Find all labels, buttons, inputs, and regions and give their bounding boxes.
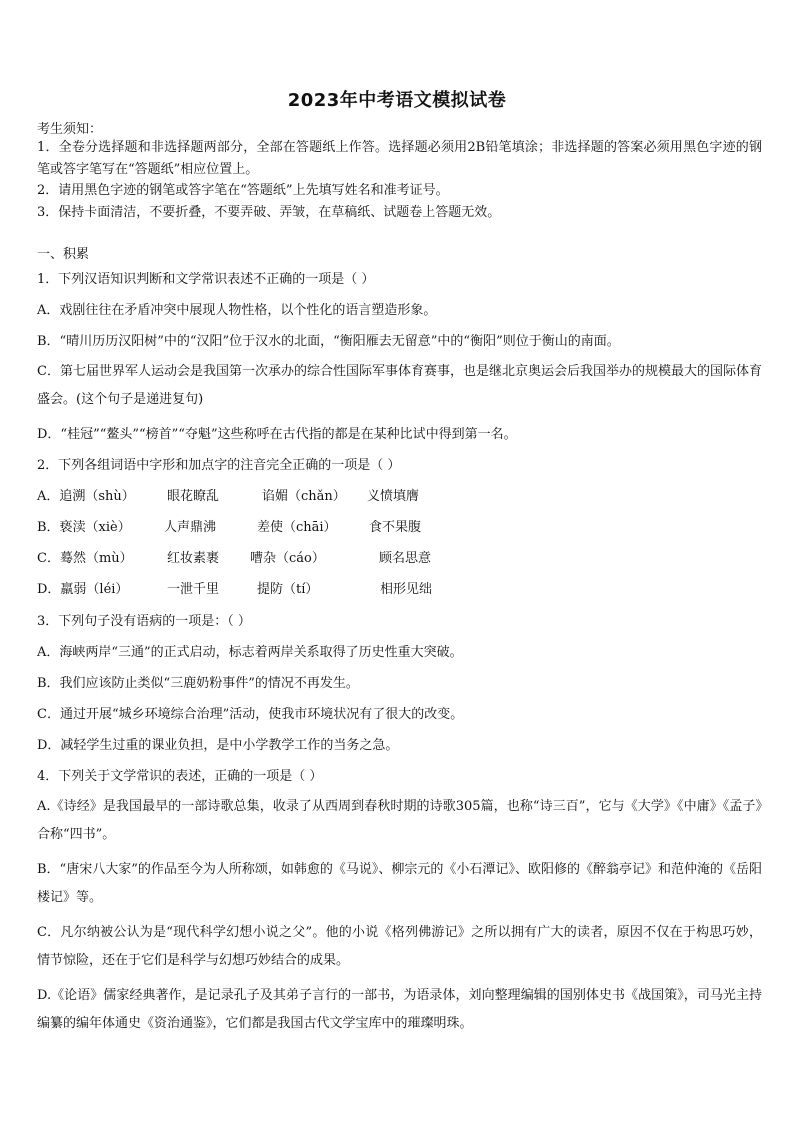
q2-c-4: 顾名思意	[379, 551, 432, 566]
notice-item-3: 3．保持卡面清洁，不要折叠，不要弄破、弄皱，在草稿纸、试题卷上答题无效。	[37, 205, 501, 220]
q2-option-c	[37, 551, 762, 567]
q1-stem: 1．下列汉语知识判断和文学常识表述不正确的一项是（ ）	[37, 272, 375, 287]
q1-option-d: D．“桂冠”“鳌头”“榜首”“夺魁”这些称呼在古代指的都是在某种比试中得到第一名。	[37, 427, 517, 442]
q3-option-b: B．我们应该防止类似“三鹿奶粉事件”的情况不再发生。	[37, 676, 359, 691]
q3-option-d: D．减轻学生过重的课业负担，是中小学教学工作的当务之急。	[37, 738, 399, 753]
q2-option-a	[37, 489, 762, 505]
q3-option-c: C．通过开展“城乡环境综合治理”活动，使我市环境状况有了很大的改变。	[37, 707, 464, 722]
q2-d-2: 一泄千里	[167, 582, 220, 597]
q2-c-3: 嘈杂（cáo）	[250, 551, 325, 566]
page-title: 2023年中考语文模拟试卷	[287, 90, 507, 111]
q3-stem: 3．下列句子没有语病的一项是：（ ）	[37, 614, 251, 629]
q2-b-1: B．亵渎（xiè）	[37, 520, 131, 535]
q2-d-3: 提防（tí）	[257, 582, 319, 597]
q2-a-3: 谄媚（chǎn）	[262, 489, 346, 504]
q4-option-a: A.《诗经》是我国最早的一部诗歌总集，收录了从西周到春秋时期的诗歌305篇，也称“诗三百”，它与《大学》《中庸》《孟子》合称“四书”。	[37, 799, 762, 842]
q2-option-d	[37, 582, 762, 598]
q4-option-d: D.《论语》儒家经典著作，是记录孔子及其弟子言行的一部书，为语录体，刘向整理编辑的国别体史书《战国策》，司马光主持编纂的编年体通史《资治通鉴》，它们都是我国古代文学宝库中的璀璨明珠。	[37, 988, 762, 1031]
q4-stem: 4．下列关于文学常识的表述，正确的一项是（ ）	[37, 769, 323, 784]
q2-a-1: A．追溯（shù）	[37, 489, 135, 504]
section-heading: 一、积累	[37, 247, 90, 262]
q4-option-b: B．“唐宋八大家”的作品至今为人所称颂，如韩愈的《马说》、柳宗元的《小石潭记》、欧阳修的《醉翁亭记》和范仲淹的《岳阳楼记》等。	[37, 862, 762, 905]
q2-a-2: 眼花瞭乱	[167, 489, 220, 504]
q4-option-c: C．凡尔纳被公认为是“现代科学幻想小说之父”。他的小说《格列佛游记》之所以拥有广大的读者，原因不仅在于构思巧妙，情节惊险，还在于它们是科学与幻想巧妙结合的成果。	[37, 925, 762, 968]
q1-option-b: B．“晴川历历汉阳树”中的“汉阳”位于汉水的北面，“衡阳雁去无留意”中的“衡阳”则位于衡山的南面。	[37, 334, 620, 349]
q2-d-1: D．羸弱（léi）	[37, 582, 129, 597]
q2-d-4: 相形见绌	[380, 582, 433, 597]
q2-stem: 2．下列各组词语中字形和加点字的注音完全正确的一项是（ ）	[37, 458, 401, 473]
notice-item-2: 2．请用黑色字迹的钢笔或答字笔在“答题纸”上先填写姓名和准考证号。	[37, 183, 449, 198]
q3-option-a: A．海峡两岸“三通”的正式启动，标志着两岸关系取得了历史性重大突破。	[37, 645, 463, 660]
q2-b-2: 人声鼎沸	[164, 520, 217, 535]
q2-a-4: 义愤填膺	[367, 489, 420, 504]
notice-heading: 考生须知：	[37, 122, 103, 137]
notice-item-1: 1．全卷分选择题和非选择题两部分，全部在答题纸上作答。选择题必须用2B铅笔填涂；非选择题的答案必须用黑色字迹的钢笔或答字笔写在“答题纸”相应位置上。	[37, 140, 762, 177]
q2-c-2: 红妆素裹	[167, 551, 220, 566]
q2-option-b	[37, 520, 762, 536]
q2-b-3: 差使（chāi）	[257, 520, 337, 535]
q2-c-1: C．蓦然（mù）	[37, 551, 133, 566]
q1-option-a: A．戏剧往往在矛盾冲突中展现人物性格，以个性化的语言塑造形象。	[37, 303, 437, 318]
q2-b-4: 食不果腹	[369, 520, 422, 535]
q1-option-c: C．第七届世界军人运动会是我国第一次承办的综合性国际军事体育赛事，也是继北京奥运会后我国举办的规模最大的国际体育盛会。(这个句子是递进复句)	[37, 364, 762, 407]
